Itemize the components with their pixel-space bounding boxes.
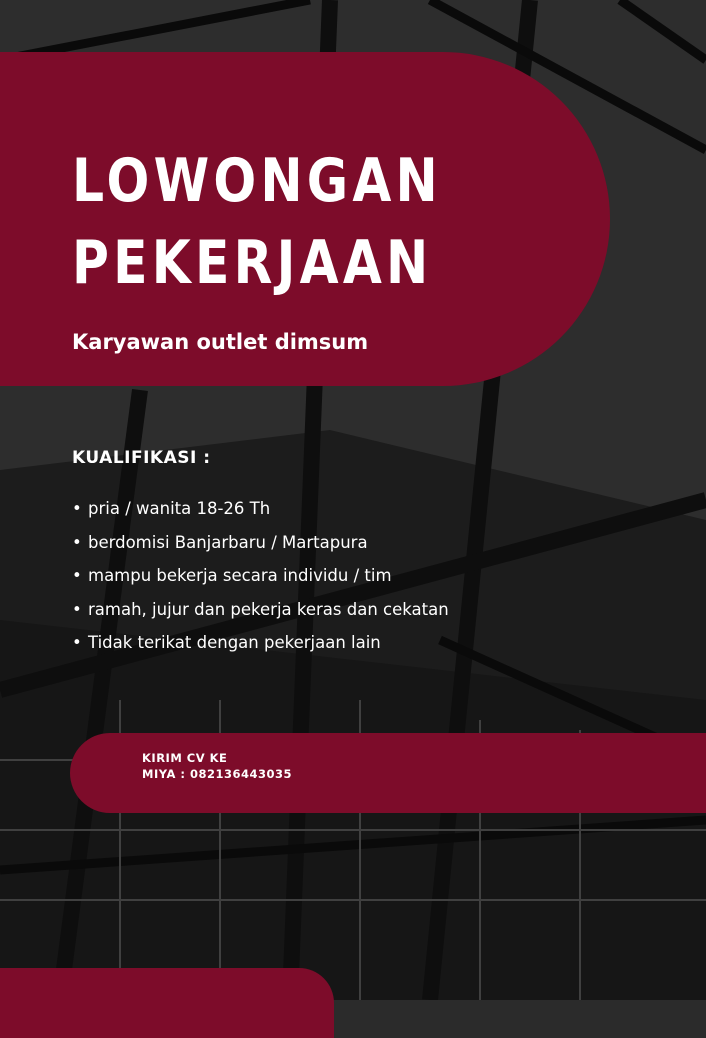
bullet-icon: • [72,599,82,619]
contact-info [142,750,292,782]
list-item: • ramah, jujur dan pekerja keras dan cekatan [72,593,449,627]
title-line-1: LOWONGAN [72,146,442,216]
qualifications-list [72,492,449,660]
contact-line-1: KIRIM CV KE [142,751,228,765]
page-title [72,140,442,304]
title-line-2: PEKERJAAN [72,228,433,298]
bullet-icon: • [72,499,82,518]
bullet-icon: • [72,633,82,652]
qualifications-heading: KUALIFIKASI : [72,448,211,468]
job-subtitle: Karyawan outlet dimsum [72,330,369,354]
bullet-icon: • [72,566,82,585]
list-item: • pria / wanita 18-26 Th [72,492,449,526]
bullet-icon: • [72,532,82,552]
list-item: • Tidak terikat dengan pekerjaan lain [72,626,449,660]
list-item: • berdomisi Banjarbaru / Martapura [72,526,449,560]
list-item: • mampu bekerja secara individu / tim [72,559,449,593]
contact-line-2: MIYA : 082136443035 [142,767,292,781]
contact-banner [70,733,706,813]
footer-accent-shape [0,968,334,1038]
